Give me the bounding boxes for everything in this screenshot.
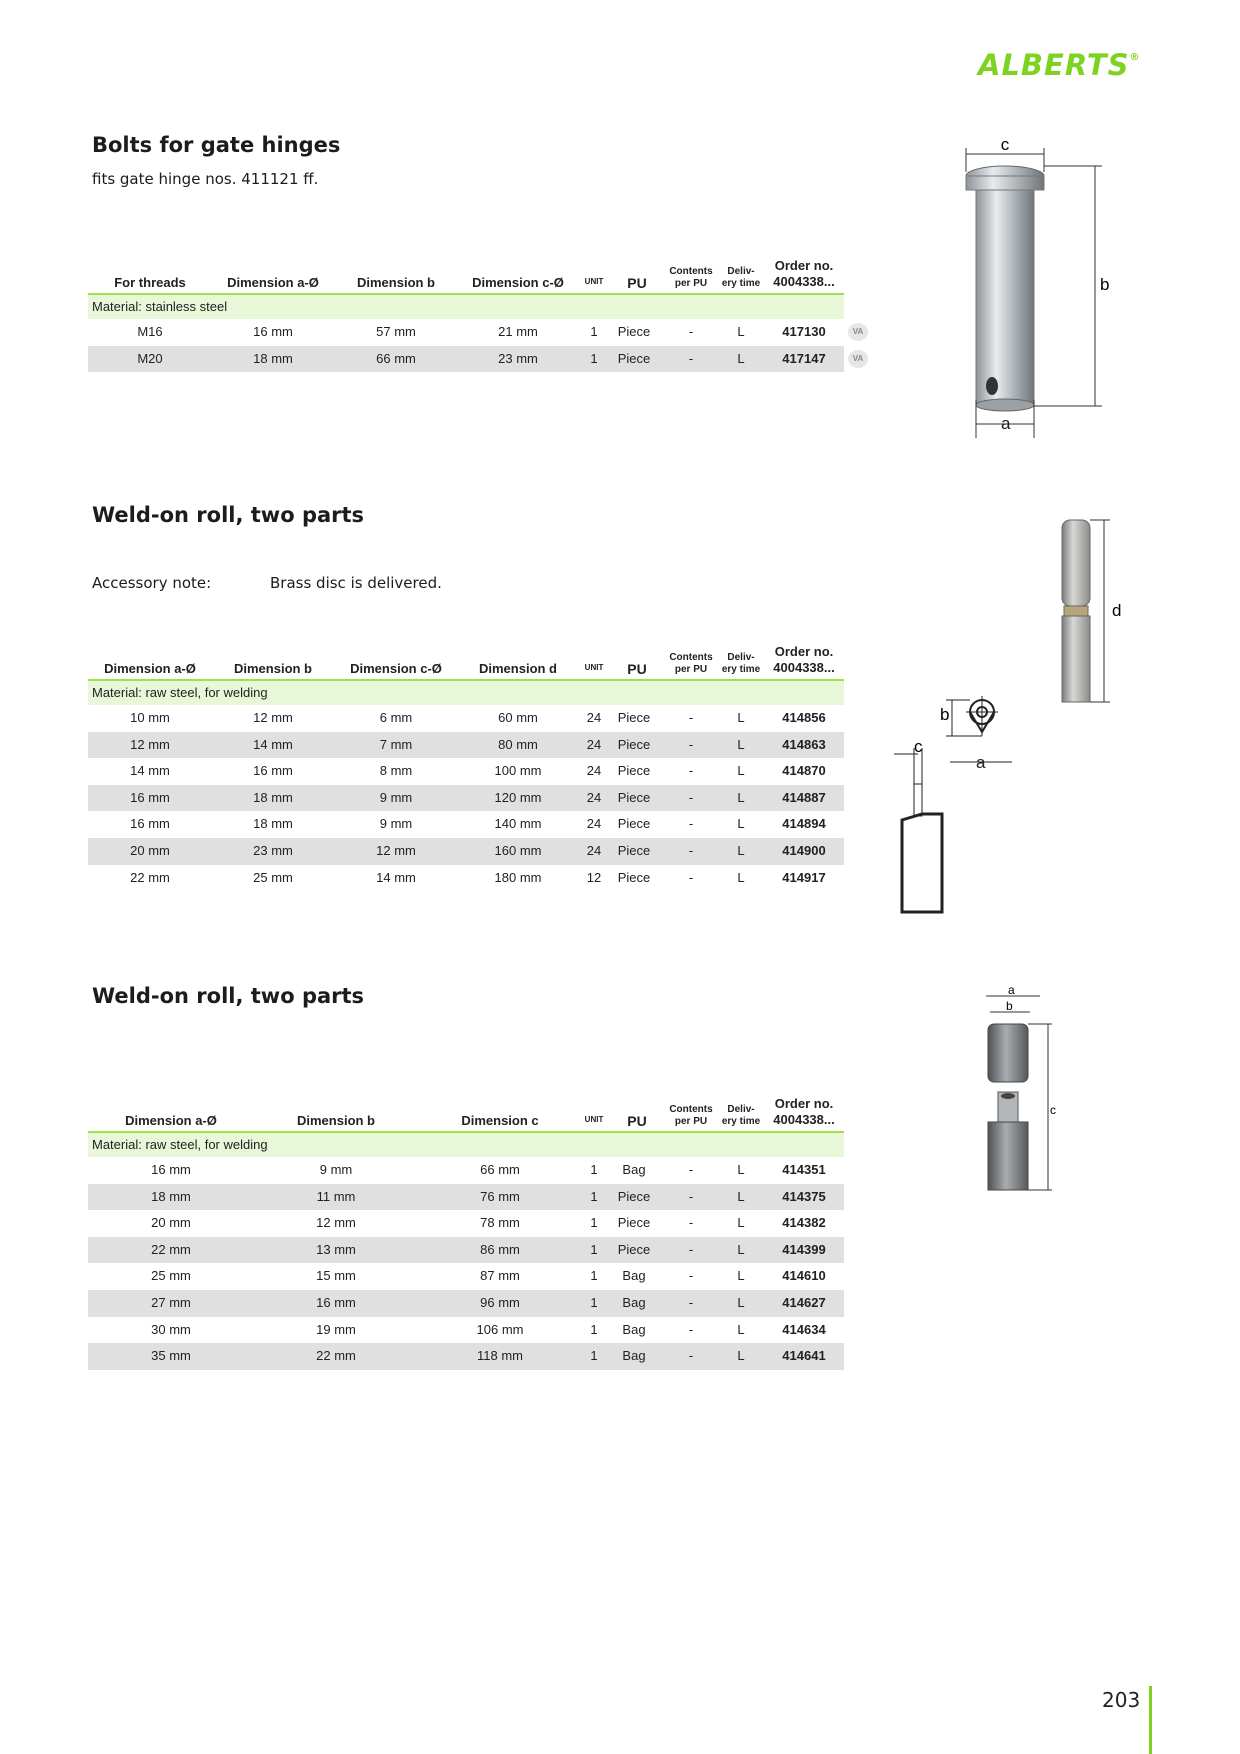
dim-label-a3: a	[1008, 984, 1015, 997]
header-line: per PU	[674, 1116, 708, 1127]
delivery-cell: L	[737, 1215, 745, 1231]
order-number: 417130	[782, 324, 826, 339]
table-bolts	[88, 237, 864, 372]
column-header: Dimension a-Ø	[227, 275, 319, 290]
column-header-pu: PU	[627, 661, 647, 677]
table-row	[88, 785, 844, 812]
section-title-bolts: Bolts for gate hinges	[92, 133, 341, 157]
table-cell: 21 mm	[498, 324, 538, 339]
column-header: Dimension a-Ø	[125, 1113, 217, 1128]
table-cell: M20	[137, 350, 163, 366]
stainless-badge: VA	[848, 350, 868, 368]
table-cell: 19 mm	[316, 1321, 356, 1337]
contents-cell: -	[688, 710, 694, 725]
table-cell: 16 mm	[316, 1294, 356, 1310]
table-row	[88, 1237, 844, 1264]
pu-cell: Piece	[617, 816, 651, 832]
column-header: Dimension c	[461, 1113, 539, 1128]
pu-cell: Bag	[622, 1348, 646, 1364]
contents-cell: -	[688, 1162, 694, 1177]
table-cell: 25 mm	[253, 869, 293, 885]
table-cell: 106 mm	[476, 1321, 524, 1337]
table-header	[88, 237, 844, 295]
header-line: Deliv-	[727, 266, 755, 277]
pu-cell: Piece	[617, 1188, 651, 1204]
table-row	[88, 1343, 844, 1370]
header-line: ery time	[721, 1116, 761, 1127]
table-cell: 12 mm	[130, 736, 170, 752]
header-line: ery time	[721, 278, 761, 289]
column-header-pu: PU	[627, 1113, 647, 1129]
table-cell: 66 mm	[480, 1162, 520, 1177]
contents-cell: -	[688, 842, 694, 858]
table-row	[88, 319, 864, 346]
header-line: Deliv-	[727, 652, 755, 663]
header-line: per PU	[674, 278, 708, 289]
table-cell: 10 mm	[130, 710, 170, 725]
delivery-cell: L	[737, 763, 745, 779]
unit-cell: 1	[590, 1348, 598, 1364]
table-cell: 7 mm	[379, 736, 413, 752]
dim-label-b: b	[1100, 275, 1110, 294]
table-cell: 18 mm	[253, 789, 293, 805]
contents-cell: -	[688, 1268, 694, 1284]
delivery-cell: L	[737, 842, 745, 858]
table-row	[88, 732, 844, 759]
unit-cell: 12	[586, 869, 602, 885]
table-cell: 14 mm	[376, 869, 416, 885]
unit-cell: 24	[586, 842, 602, 858]
table-cell: 140 mm	[494, 816, 542, 832]
dim-label-a: a	[1001, 414, 1011, 433]
section-title-weld-roll-2: Weld-on roll, two parts	[92, 984, 365, 1008]
weld-roll-2-drawing	[968, 984, 1058, 1214]
unit-cell: 24	[586, 710, 602, 725]
dim-label-b3: b	[1006, 999, 1013, 1013]
contents-cell: -	[688, 789, 694, 805]
table-cell: 18 mm	[253, 816, 293, 832]
table-cell: 23 mm	[253, 842, 293, 858]
unit-cell: 24	[586, 816, 602, 832]
table-row	[88, 705, 844, 732]
material-row: Material: raw steel, for welding	[88, 1133, 844, 1157]
table-cell: 20 mm	[130, 842, 170, 858]
unit-cell: 1	[590, 1241, 598, 1257]
dim-label-c: c	[1000, 138, 1010, 154]
order-number: 414887	[782, 789, 826, 805]
table-cell: 11 mm	[316, 1188, 356, 1204]
table-cell: 20 mm	[151, 1215, 191, 1231]
dim-label-d: d	[1112, 601, 1122, 620]
contents-cell: -	[688, 1348, 694, 1364]
pu-cell: Piece	[617, 763, 651, 779]
contents-cell: -	[688, 350, 694, 366]
table-row	[88, 1317, 844, 1344]
header-line: Deliv-	[727, 1104, 755, 1115]
table-cell: 13 mm	[316, 1241, 356, 1257]
column-header-order	[773, 1096, 834, 1128]
column-header-unit: UNIT	[584, 663, 604, 672]
table-row	[88, 346, 864, 373]
header-line: Order no.	[774, 644, 834, 659]
brand-logo: ALBERTS®	[978, 48, 1141, 82]
unit-cell: 1	[590, 1321, 598, 1337]
table-cell: 12 mm	[316, 1215, 356, 1231]
table-cell: 96 mm	[480, 1294, 520, 1310]
delivery-cell: L	[737, 736, 745, 752]
table-cell: 12 mm	[376, 842, 416, 858]
table-row	[88, 865, 844, 892]
table-cell: 9 mm	[379, 816, 413, 832]
table-cell: 16 mm	[130, 789, 170, 805]
column-header-order	[773, 258, 834, 290]
unit-cell: 1	[590, 350, 598, 366]
table-cell: 18 mm	[151, 1188, 191, 1204]
table-header	[88, 1075, 844, 1133]
table-cell: 35 mm	[151, 1348, 191, 1364]
table-cell: 16 mm	[253, 763, 293, 779]
table-cell: 15 mm	[316, 1268, 356, 1284]
contents-cell: -	[688, 816, 694, 832]
column-header-pu: PU	[627, 275, 647, 291]
unit-cell: 1	[590, 1188, 598, 1204]
delivery-cell: L	[737, 1162, 745, 1177]
pu-cell: Bag	[622, 1268, 646, 1284]
table-cell: 78 mm	[480, 1215, 520, 1231]
page-number-bar	[1149, 1686, 1152, 1754]
column-header-contents	[669, 652, 712, 676]
order-number: 414863	[782, 736, 826, 752]
pu-cell: Bag	[622, 1321, 646, 1337]
order-number: 414610	[782, 1268, 826, 1284]
pu-cell: Piece	[617, 710, 651, 725]
header-line: 4004338...	[773, 1112, 835, 1127]
column-header: Dimension c-Ø	[472, 275, 564, 290]
dim-label-a2: a	[976, 753, 986, 772]
contents-cell: -	[688, 736, 694, 752]
table-weld-roll-1	[88, 623, 844, 891]
column-header-contents	[669, 1104, 712, 1128]
table-cell: 118 mm	[477, 1348, 523, 1364]
table-cell: 180 mm	[494, 869, 542, 885]
order-number: 414351	[782, 1162, 826, 1177]
delivery-cell: L	[737, 1348, 745, 1364]
column-header: For threads	[114, 275, 186, 290]
note-label: Accessory note:	[92, 574, 212, 592]
table-row	[88, 1210, 844, 1237]
table-cell: 27 mm	[151, 1294, 191, 1310]
table-cell: 9 mm	[379, 789, 413, 805]
table-cell: 86 mm	[480, 1241, 520, 1257]
pu-cell: Piece	[617, 1241, 651, 1257]
order-number: 414382	[782, 1215, 826, 1231]
header-line: Order no.	[774, 1096, 834, 1111]
delivery-cell: L	[737, 1241, 745, 1257]
pu-cell: Piece	[617, 1215, 651, 1231]
delivery-cell: L	[737, 816, 745, 832]
pu-cell: Piece	[617, 324, 651, 339]
table-cell: 23 mm	[498, 350, 538, 366]
column-header-unit: UNIT	[584, 1115, 604, 1124]
table-row	[88, 1184, 844, 1211]
section-title-weld-roll-1: Weld-on roll, two parts	[92, 503, 365, 527]
table-cell: 6 mm	[379, 710, 413, 725]
order-number: 414900	[782, 842, 826, 858]
pu-cell: Piece	[617, 869, 651, 885]
column-header-delivery	[722, 652, 760, 676]
table-cell: 16 mm	[253, 324, 293, 339]
order-number: 414627	[782, 1294, 826, 1310]
table-cell: 30 mm	[151, 1321, 191, 1337]
column-header-unit: UNIT	[584, 277, 604, 286]
contents-cell: -	[688, 324, 694, 339]
table-cell: 16 mm	[130, 816, 170, 832]
order-number: 414641	[782, 1348, 826, 1364]
column-header-delivery	[722, 1104, 760, 1128]
bolt-drawing	[950, 138, 1110, 438]
order-number: 414375	[782, 1188, 826, 1204]
delivery-cell: L	[737, 350, 745, 366]
column-header-contents	[669, 266, 712, 290]
pu-cell: Bag	[622, 1162, 646, 1177]
unit-cell: 1	[590, 324, 598, 339]
table-cell: 25 mm	[151, 1268, 191, 1284]
order-number: 414856	[782, 710, 826, 725]
delivery-cell: L	[737, 1268, 745, 1284]
contents-cell: -	[688, 1294, 694, 1310]
table-row	[88, 811, 844, 838]
header-line: 4004338...	[773, 274, 835, 289]
pu-cell: Bag	[622, 1294, 646, 1310]
table-cell: 76 mm	[480, 1188, 520, 1204]
dim-label-b2: b	[940, 705, 950, 724]
header-line: per PU	[674, 664, 708, 675]
table-cell: 22 mm	[130, 869, 170, 885]
table-header	[88, 623, 844, 681]
table-row	[88, 758, 844, 785]
accessory-note	[92, 574, 442, 592]
delivery-cell: L	[737, 1321, 745, 1337]
table-cell: 120 mm	[494, 789, 542, 805]
table-cell: 9 mm	[319, 1162, 353, 1177]
header-line: ery time	[721, 664, 761, 675]
material-row: Material: raw steel, for welding	[88, 681, 844, 705]
order-number: 414917	[782, 869, 826, 885]
table-cell: 8 mm	[379, 763, 413, 779]
column-header: Dimension b	[296, 1113, 376, 1128]
dim-label-c3: c	[1050, 1103, 1056, 1117]
delivery-cell: L	[737, 1188, 745, 1204]
note-text: Brass disc is delivered.	[270, 574, 442, 592]
pu-cell: Piece	[617, 350, 651, 366]
column-header: Dimension d	[478, 661, 558, 676]
unit-cell: 24	[586, 763, 602, 779]
weld-roll-photo	[1058, 514, 1128, 714]
table-cell: 80 mm	[498, 736, 538, 752]
order-number: 414894	[782, 816, 826, 832]
pu-cell: Piece	[617, 842, 651, 858]
table-row	[88, 1290, 844, 1317]
order-number: 414634	[782, 1321, 826, 1337]
table-cell: 87 mm	[480, 1268, 520, 1284]
order-number: 417147	[782, 350, 826, 366]
table-cell: 14 mm	[130, 763, 170, 779]
column-header: Dimension a-Ø	[104, 661, 196, 676]
column-header-delivery	[722, 266, 760, 290]
delivery-cell: L	[737, 869, 745, 885]
column-header-order	[773, 644, 834, 676]
table-row	[88, 838, 844, 865]
unit-cell: 24	[586, 736, 602, 752]
order-number: 414399	[782, 1241, 826, 1257]
unit-cell: 1	[590, 1215, 598, 1231]
column-header: Dimension b	[233, 661, 313, 676]
table-cell: 160 mm	[494, 842, 542, 858]
table-cell: 22 mm	[151, 1241, 191, 1257]
unit-cell: 24	[586, 789, 602, 805]
column-header: Dimension c-Ø	[350, 661, 442, 676]
header-line: Contents	[669, 1104, 713, 1115]
table-row	[88, 1263, 844, 1290]
table-cell: 60 mm	[498, 710, 538, 725]
contents-cell: -	[688, 1321, 694, 1337]
delivery-cell: L	[737, 1294, 745, 1310]
stainless-badge: VA	[848, 323, 868, 341]
section-subtitle: fits gate hinge nos. 411121 ff.	[92, 170, 319, 188]
page-number: 203	[1102, 1688, 1141, 1712]
table-cell: 12 mm	[253, 710, 293, 725]
pu-cell: Piece	[617, 736, 651, 752]
header-line: Contents	[669, 652, 713, 663]
unit-cell: 1	[590, 1162, 598, 1177]
unit-cell: 1	[590, 1268, 598, 1284]
table-cell: 57 mm	[376, 324, 416, 339]
table-cell: 18 mm	[253, 350, 293, 366]
table-cell: 14 mm	[253, 736, 293, 752]
weld-roll-technical-drawing	[890, 696, 1030, 916]
contents-cell: -	[688, 869, 694, 885]
header-line: 4004338...	[773, 660, 835, 675]
table-weld-roll-2	[88, 1075, 844, 1370]
pu-cell: Piece	[617, 789, 651, 805]
column-header: Dimension b	[356, 275, 436, 290]
material-row: Material: stainless steel	[88, 295, 844, 319]
contents-cell: -	[688, 1241, 694, 1257]
table-row	[88, 1157, 844, 1184]
table-cell: M16	[137, 324, 163, 339]
header-line: Order no.	[774, 258, 834, 273]
dim-label-c2: c	[914, 737, 923, 756]
contents-cell: -	[688, 763, 694, 779]
table-cell: 22 mm	[316, 1348, 356, 1364]
table-cell: 100 mm	[494, 763, 542, 779]
delivery-cell: L	[737, 789, 745, 805]
delivery-cell: L	[737, 324, 745, 339]
table-cell: 16 mm	[151, 1162, 191, 1177]
contents-cell: -	[688, 1215, 694, 1231]
table-cell: 66 mm	[376, 350, 416, 366]
delivery-cell: L	[737, 710, 745, 725]
order-number: 414870	[782, 763, 826, 779]
contents-cell: -	[688, 1188, 694, 1204]
header-line: Contents	[669, 266, 713, 277]
unit-cell: 1	[590, 1294, 598, 1310]
